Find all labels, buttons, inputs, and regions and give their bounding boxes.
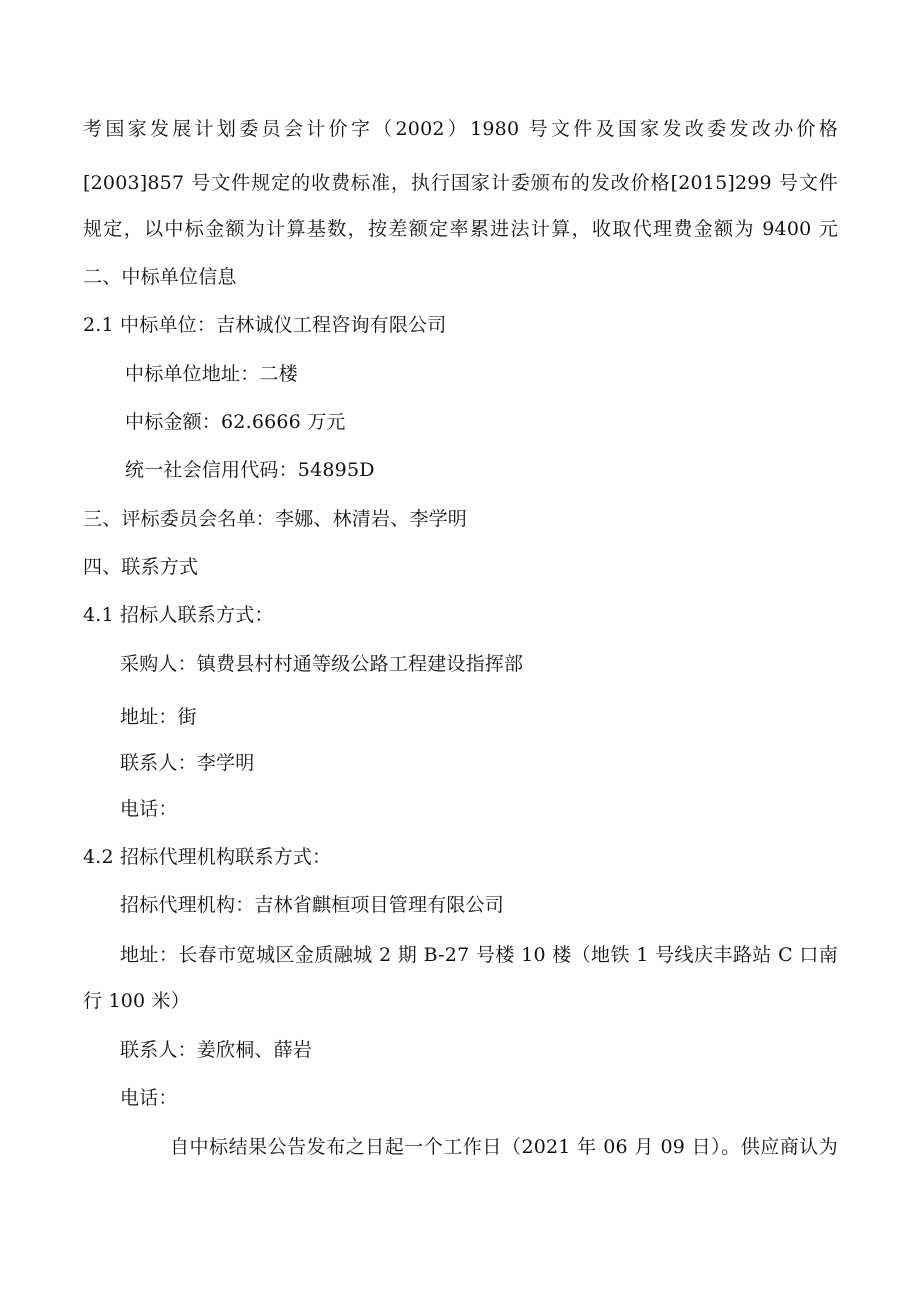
purchaser: 采购人：镇费县村村通等级公路工程建设指挥部 [120,653,524,675]
closing-paragraph: 自中标结果公告发布之日起一个工作日（2021 年 06 月 09 日）。供应商认为 [170,1136,838,1158]
winning-amount: 中标金额：62.6666 万元 [125,411,346,433]
credit-code: 统一社会信用代码：54895D [125,459,375,481]
fee-paragraph-line-2: [2003]857 号文件规定的收费标准，执行国家计委颁布的发改价格[2015]299 号文件 [83,172,838,194]
tenderer-contact-heading: 4.1 招标人联系方式： [83,604,274,626]
fee-paragraph-line-1: 考国家发展计划委员会计价字（2002）1980 号文件及国家发改委发改办价格 [83,118,838,140]
agency-contact: 联系人：姜欣桐、薛岩 [120,1039,313,1061]
section-4-heading: 四、联系方式 [83,556,199,578]
purchaser-phone: 电话： [120,798,178,820]
purchaser-address: 地址：街 [120,706,197,728]
winner-company: 2.1 中标单位：吉林诚仪工程咨询有限公司 [83,314,447,336]
agency-phone: 电话： [120,1087,178,1109]
agency-address-line-1: 地址：长春市宽城区金质融城 2 期 B-27 号楼 10 楼（地铁 1 号线庆丰路站 C 口南 [120,944,838,966]
fee-paragraph-line-3: 规定，以中标金额为计算基数，按差额定率累进法计算，收取代理费金额为 9400 元 [83,218,838,240]
section-2-heading: 二、中标单位信息 [83,266,237,288]
purchaser-contact: 联系人：李学明 [120,752,255,774]
agency-contact-heading: 4.2 招标代理机构联系方式： [83,846,332,868]
agency-name: 招标代理机构：吉林省麒桓项目管理有限公司 [120,894,505,916]
agency-address-line-2: 行 100 米） [83,990,190,1012]
winner-address: 中标单位地址：二楼 [125,363,298,385]
section-3-committee: 三、评标委员会名单：李娜、林清岩、李学明 [83,508,468,530]
